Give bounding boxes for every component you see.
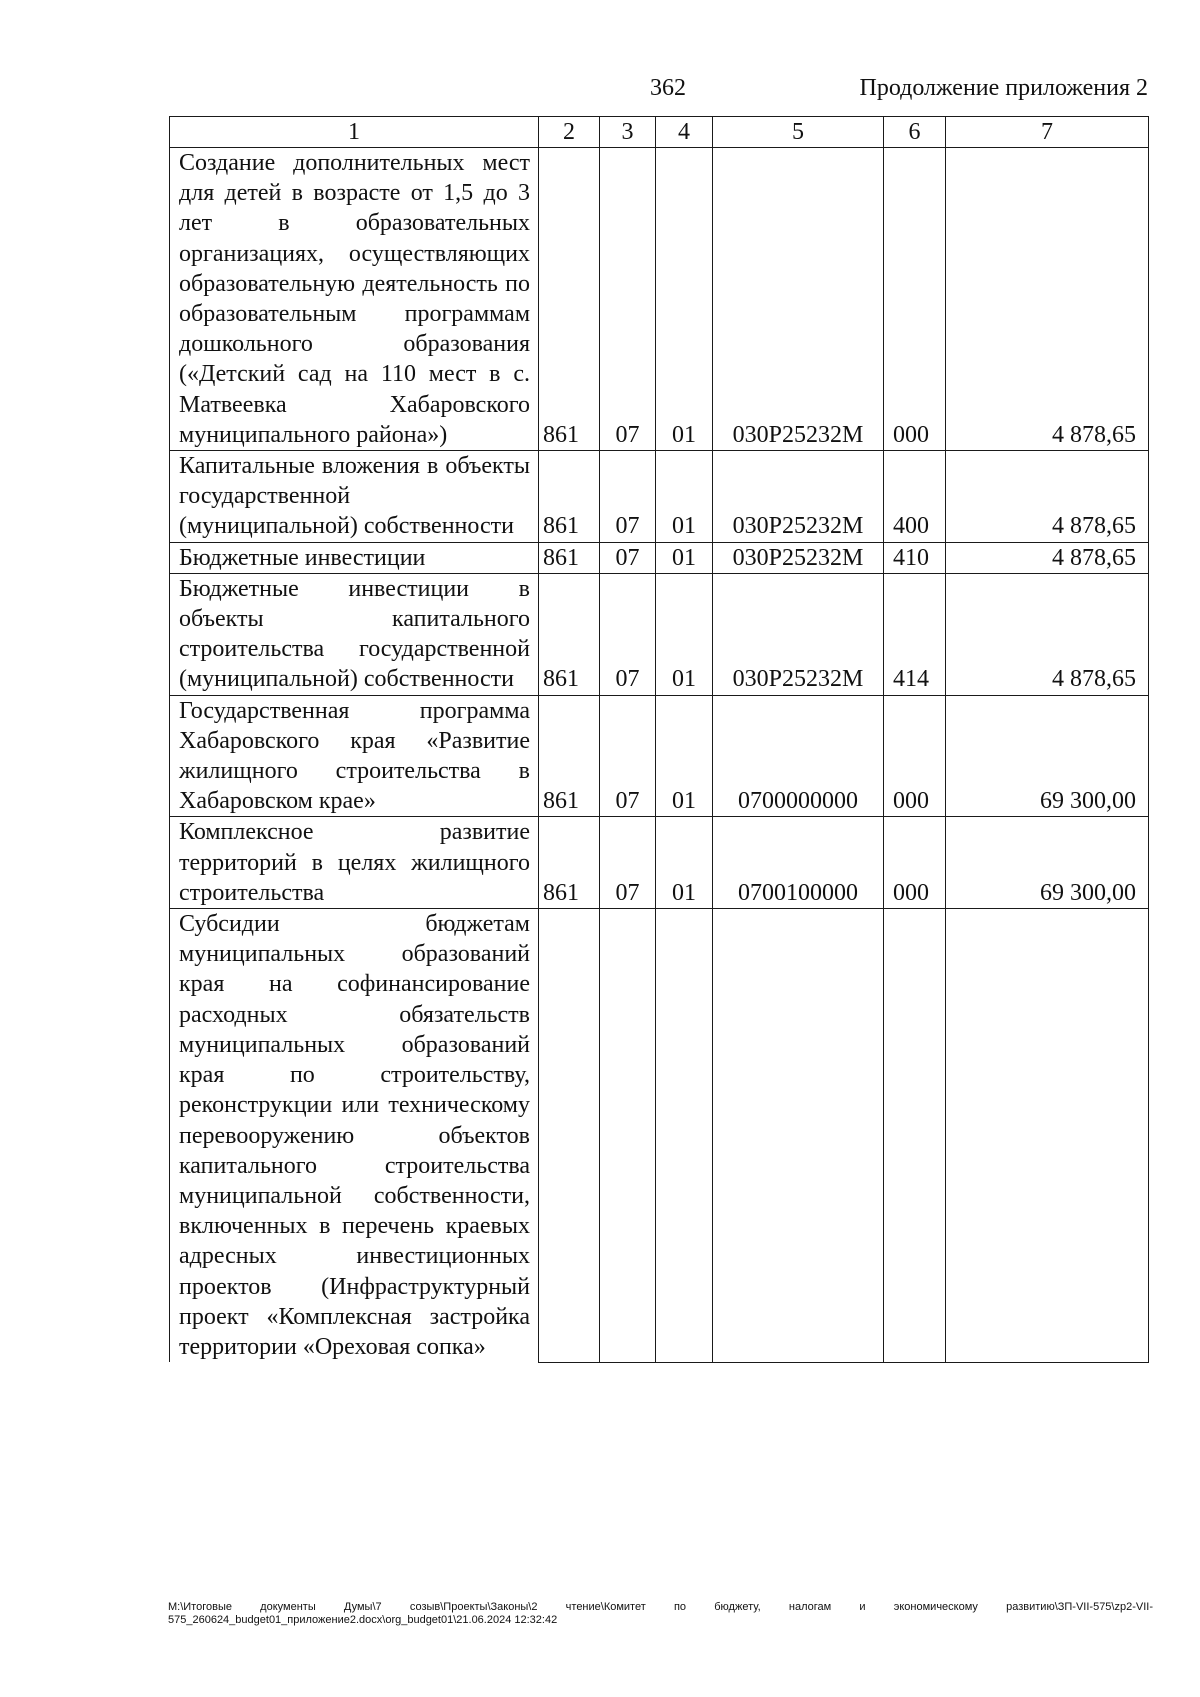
- row-rz: 07: [600, 148, 656, 451]
- table-row: [170, 542, 1149, 573]
- table-row: [170, 451, 1149, 543]
- row-rz: 07: [600, 451, 656, 543]
- row-pr: 01: [656, 451, 713, 543]
- row-rz: 07: [600, 542, 656, 573]
- row-name: Создание дополнительных мест для детей в возрасте от 1,5 до 3 лет в образовательных организациях, осуществляющих образовательную деятельность по образовательным программам дошкольного образования («Детский сад на 110 мест в с. Матвеевка Хабаровского муниципального района»): [170, 148, 539, 451]
- row-grbs: 861: [539, 695, 600, 817]
- appendix-continuation-label: Продолжение приложения 2: [859, 75, 1148, 101]
- row-vr: 000: [884, 817, 946, 909]
- row-sum: 4 878,65: [946, 451, 1149, 543]
- row-pr: 01: [656, 148, 713, 451]
- row-sum: 4 878,65: [946, 573, 1149, 695]
- row-grbs: 861: [539, 817, 600, 909]
- row-csr: 030P25232M: [713, 573, 884, 695]
- column-header: 3: [600, 117, 656, 148]
- row-sum: 69 300,00: [946, 695, 1149, 817]
- page-number: 362: [650, 75, 686, 101]
- row-vr: [884, 909, 946, 1363]
- row-grbs: 861: [539, 573, 600, 695]
- row-grbs: 861: [539, 542, 600, 573]
- row-sum: 69 300,00: [946, 817, 1149, 909]
- row-sum: 4 878,65: [946, 148, 1149, 451]
- row-rz: 07: [600, 573, 656, 695]
- row-pr: [656, 909, 713, 1363]
- row-rz: 07: [600, 817, 656, 909]
- row-pr: 01: [656, 817, 713, 909]
- row-grbs: 861: [539, 451, 600, 543]
- row-csr: 0700100000: [713, 817, 884, 909]
- column-header: 6: [884, 117, 946, 148]
- row-csr: 030P25232M: [713, 451, 884, 543]
- row-sum: 4 878,65: [946, 542, 1149, 573]
- column-header: 4: [656, 117, 713, 148]
- row-vr: 000: [884, 695, 946, 817]
- row-name: Капитальные вложения в объекты государственной (муниципальной) собственности: [170, 451, 539, 543]
- row-name: Бюджетные инвестиции: [170, 542, 539, 573]
- row-vr: 414: [884, 573, 946, 695]
- row-name: Государственная программа Хабаровского края «Развитие жилищного строительства в Хабаровском крае»: [170, 695, 539, 817]
- row-csr: 030P25232M: [713, 542, 884, 573]
- row-vr: 400: [884, 451, 946, 543]
- footer-file-path: M:\Итоговые документы Думы\7 созыв\Проекты\Законы\2 чтение\Комитет по бюджету, налогам и экономическому развитию\ЗП-VII-575\zp2-VII-575_260624_budget01_приложение2.docx\org_budget01\21.06.2024 12:32:42: [168, 1601, 1153, 1626]
- column-header: 1: [170, 117, 539, 148]
- budget-table: [169, 116, 1149, 1363]
- row-csr: 030P25232M: [713, 148, 884, 451]
- row-name: Бюджетные инвестиции в объекты капитального строительства государственной (муниципальной) собственности: [170, 573, 539, 695]
- table-row: [170, 573, 1149, 695]
- row-name: Субсидии бюджетам муниципальных образований края на софинансирование расходных обязательств муниципальных образований края по строительству, реконструкции или техническому перевооружению объектов капитального строительства муниципальной собственности, включенных в перечень краевых адресных инвестиционных проектов (Инфраструктурный проект «Комплексная застройка территории «Ореховая сопка»: [170, 909, 539, 1363]
- row-vr: 000: [884, 148, 946, 451]
- row-name: Комплексное развитие территорий в целях жилищного строительства: [170, 817, 539, 909]
- table-row: [170, 695, 1149, 817]
- table-header-row: [170, 117, 1149, 148]
- table-row: [170, 817, 1149, 909]
- row-csr: 0700000000: [713, 695, 884, 817]
- row-csr: [713, 909, 884, 1363]
- row-grbs: [539, 909, 600, 1363]
- row-sum: [946, 909, 1149, 1363]
- column-header: 7: [946, 117, 1149, 148]
- row-rz: [600, 909, 656, 1363]
- row-rz: 07: [600, 695, 656, 817]
- row-pr: 01: [656, 573, 713, 695]
- table-row: [170, 148, 1149, 451]
- row-vr: 410: [884, 542, 946, 573]
- column-header: 2: [539, 117, 600, 148]
- row-pr: 01: [656, 542, 713, 573]
- row-pr: 01: [656, 695, 713, 817]
- table-row: [170, 909, 1149, 1363]
- column-header: 5: [713, 117, 884, 148]
- row-grbs: 861: [539, 148, 600, 451]
